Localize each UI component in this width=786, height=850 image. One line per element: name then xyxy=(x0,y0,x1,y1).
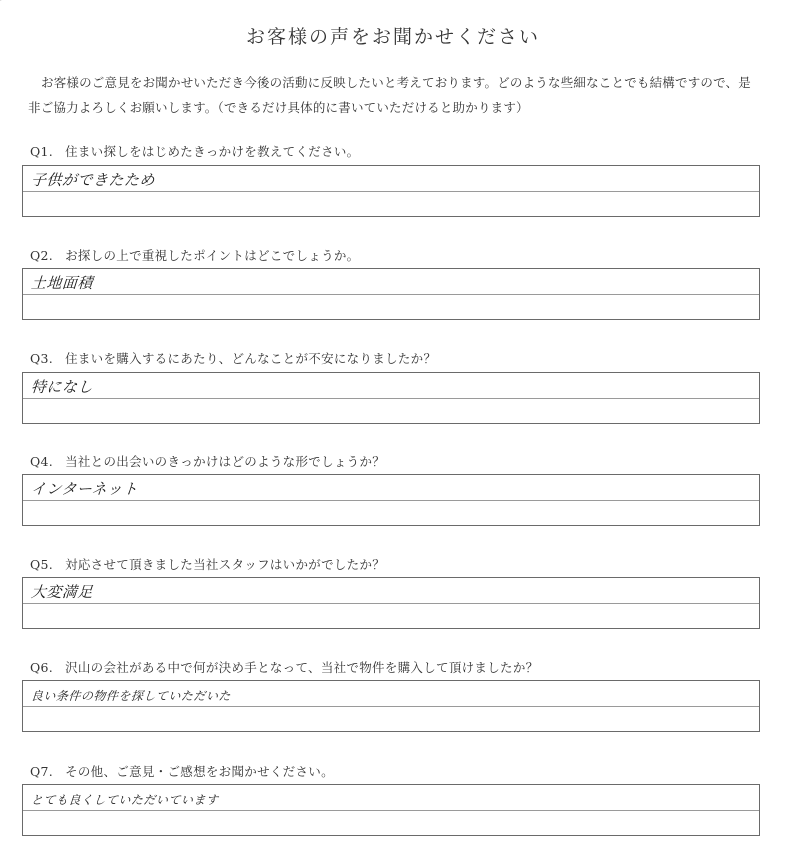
question-number: Q1. xyxy=(30,144,54,159)
answer-divider xyxy=(23,603,759,604)
question-text: その他、ご意見・ご感想をお聞かせください。 xyxy=(65,764,334,779)
question-1 xyxy=(30,142,770,160)
answer-text: 子供ができたため xyxy=(30,171,156,189)
intro-text: お客様のご意見をお聞かせいただき今後の活動に反映したいと考えております。どのような些細なことでも結構ですので、是非ご協力よろしくお願いします。（できるだけ具体的に書いていただけると助かります） xyxy=(28,75,751,115)
question-number: Q2. xyxy=(30,248,54,263)
question-2 xyxy=(30,246,770,264)
question-text: 当社との出会いのきっかけはどのような形でしょうか？ xyxy=(65,454,386,469)
question-4 xyxy=(30,452,770,470)
answer-text: 大変満足 xyxy=(30,583,94,601)
question-text: 対応させて頂きました当社スタッフはいかがでしたか？ xyxy=(65,557,386,572)
answer-text: インターネット xyxy=(30,480,139,498)
answer-divider xyxy=(23,810,759,811)
answer-box-7[interactable] xyxy=(22,784,760,836)
question-6 xyxy=(30,658,770,676)
question-text: 沢山の会社がある中で何が決め手となって、当社で物件を購入して頂けましたか？ xyxy=(65,660,539,675)
answer-text: 土地面積 xyxy=(30,274,94,292)
question-text: 住まい探しをはじめたきっかけを教えてください。 xyxy=(65,144,360,159)
form-title: お客様の声をお聞かせください xyxy=(245,26,540,48)
question-number: Q5. xyxy=(30,557,54,572)
answer-text: とても良くしていただいています xyxy=(30,793,219,807)
question-number: Q6. xyxy=(30,660,54,675)
answer-divider xyxy=(23,294,759,295)
answer-box-1[interactable] xyxy=(22,165,760,217)
scan-corner-mark xyxy=(0,0,20,11)
answer-divider xyxy=(23,706,759,707)
question-7 xyxy=(30,762,770,780)
answer-divider xyxy=(23,500,759,501)
question-text: お探しの上で重視したポイントはどこでしょうか。 xyxy=(65,248,360,263)
question-number: Q7. xyxy=(30,764,54,779)
answer-text: 良い条件の物件を探していただいた xyxy=(30,689,232,703)
question-3 xyxy=(30,349,770,367)
question-number: Q4. xyxy=(30,454,54,469)
question-5 xyxy=(30,555,770,573)
answer-divider xyxy=(23,398,759,399)
answer-box-3[interactable] xyxy=(22,372,760,424)
answer-divider xyxy=(23,191,759,192)
answer-box-6[interactable] xyxy=(22,680,760,732)
answer-text: 特になし xyxy=(30,378,94,396)
answer-box-2[interactable] xyxy=(22,268,760,320)
question-text: 住まいを購入するにあたり、どんなことが不安になりましたか？ xyxy=(65,351,437,366)
question-number: Q3. xyxy=(30,351,54,366)
answer-box-5[interactable] xyxy=(22,577,760,629)
answer-box-4[interactable] xyxy=(22,474,760,526)
